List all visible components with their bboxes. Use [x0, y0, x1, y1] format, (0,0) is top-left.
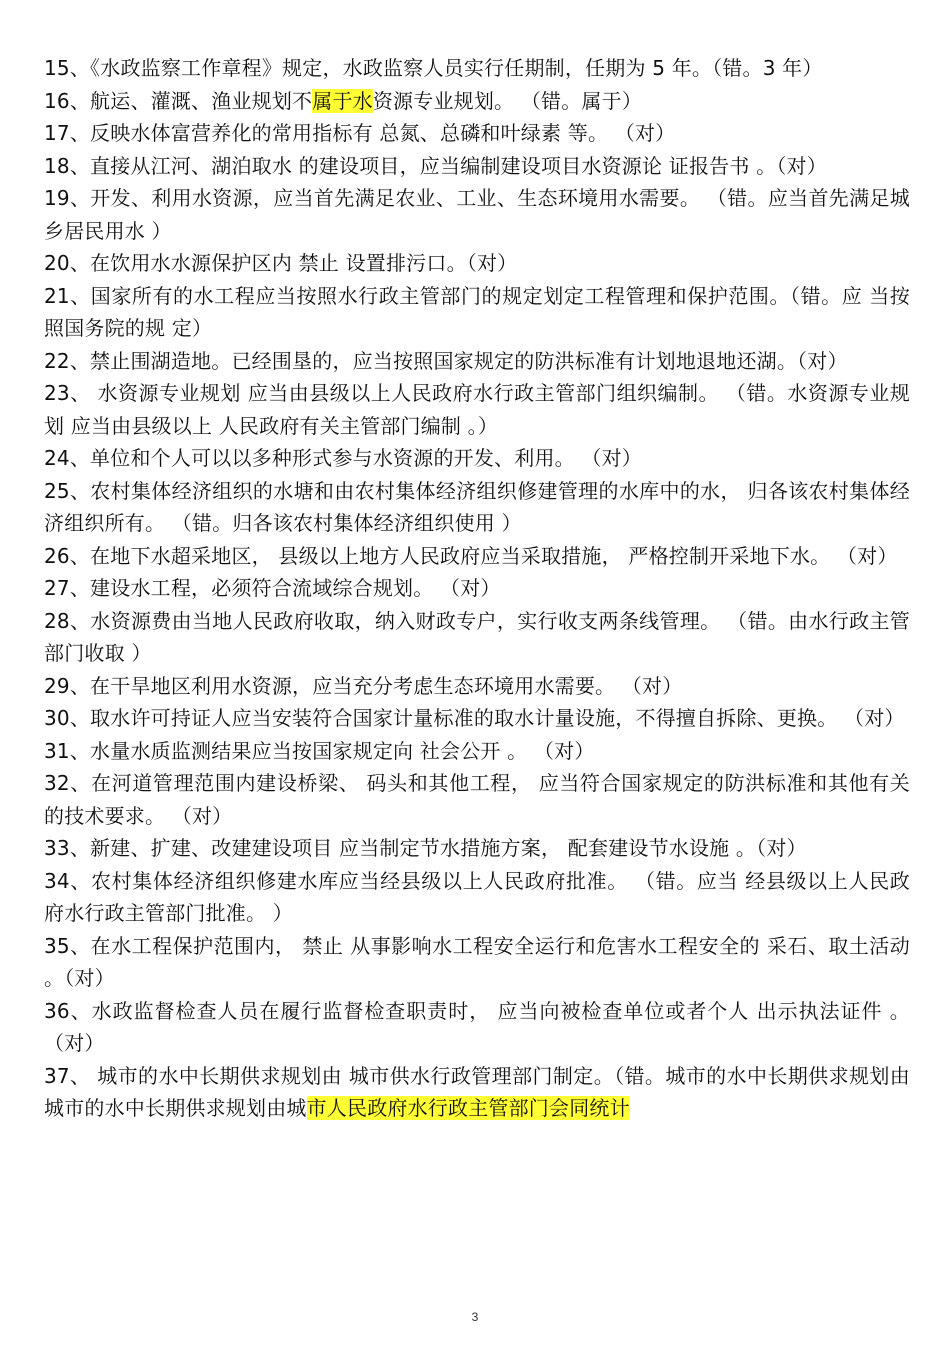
list-item: 33、新建、扩建、改建建设项目 应当制定节水措施方案， 配套建设节水设施 。（对） — [44, 836, 807, 860]
highlighted-text: 市人民政府水行政主管部门会同统计 — [306, 1096, 630, 1120]
list-item: 19、开发、利用水资源，应当首先满足农业、工业、生态环境用水需要。 （错。应当首先满足城乡居民用水 ） — [44, 186, 910, 243]
item-text: 37、 城市的水中长期供求规划由 城市供水行政管理部门制定。（错。城市的水中长期供求规划由城市的水中长期供求规划由城 — [44, 1063, 910, 1120]
question-list — [44, 52, 910, 1125]
item-text: 资源专业规划。 （错。属于） — [372, 88, 643, 113]
list-item: 25、农村集体经济组织的水塘和由农村集体经济组织修建管理的水库中的水， 归各该农村集体经济组织所有。 （错。归各该农村集体经济组织使用 ） — [44, 478, 910, 535]
page-number: 3 — [471, 1310, 479, 1324]
list-item — [44, 85, 910, 118]
list-item: 36、水政监督检查人员在履行监督检查职责时， 应当向被检查单位或者个人 出示执法证件 。 （对） — [44, 998, 910, 1055]
list-item: 26、在地下水超采地区， 县级以上地方人民政府应当采取措施， 严格控制开采地下水。 （对） — [44, 543, 898, 568]
list-item: 30、取水许可持证人应当安装符合国家计量标准的取水计量设施，不得擅自拆除、更换。 （对） — [44, 706, 905, 730]
list-item — [44, 1060, 910, 1125]
list-item: 35、在水工程保护范围内， 禁止 从事影响水工程安全运行和危害水工程安全的 采石、取土活动 。（对） — [44, 933, 910, 990]
list-item: 20、在饮用水水源保护区内 禁止 设置排污口。（对） — [44, 251, 518, 275]
list-item: 23、 水资源专业规划 应当由县级以上人民政府水行政主管部门组织编制。 （错。水资源专业规划 应当由县级以上 人民政府有关主管部门编制 。） — [44, 381, 910, 438]
list-item: 31、水量水质监测结果应当按国家规定向 社会公开 。 （对） — [44, 738, 595, 763]
list-item: 15、《水政监察工作章程》规定，水政监察人员实行任期制，任期为 5 年。（错。3 年） — [44, 56, 823, 80]
list-item: 27、建设水工程，必须符合流域综合规划。 （对） — [44, 576, 501, 600]
highlighted-text: 属于水 — [312, 88, 373, 113]
list-item: 24、单位和个人可以以多种形式参与水资源的开发、利用。 （对） — [44, 446, 643, 470]
item-text: 16、航运、灌溉、渔业规划不 — [44, 88, 313, 113]
list-item: 34、农村集体经济组织修建水库应当经县级以上人民政府批准。 （错。应当 经县级以上人民政府水行政主管部门批准。 ） — [44, 868, 910, 925]
list-item: 28、水资源费由当地人民政府收取，纳入财政专户，实行收支两条线管理。 （错。由水行政主管部门收取 ） — [44, 608, 910, 665]
list-item: 29、在干旱地区利用水资源，应当充分考虑生态环境用水需要。 （对） — [44, 673, 683, 698]
list-item: 18、直接从江河、湖泊取水 的建设项目，应当编制建设项目水资源论 证报告书 。（对） — [44, 153, 827, 178]
list-item: 17、反映水体富营养化的常用指标有 总氮、总磷和叶绿素 等。 （对） — [44, 121, 676, 145]
list-item: 21、国家所有的水工程应当按照水行政主管部门的规定划定工程管理和保护范围。（错。应 当按照国务院的规 定） — [44, 283, 910, 340]
list-item: 22、禁止围湖造地。已经围垦的，应当按照国家规定的防洪标准有计划地退地还湖。（对） — [44, 348, 848, 373]
list-item: 32、在河道管理范围内建设桥梁、 码头和其他工程， 应当符合国家规定的防洪标准和其他有关的技术要求。 （对） — [44, 771, 910, 828]
